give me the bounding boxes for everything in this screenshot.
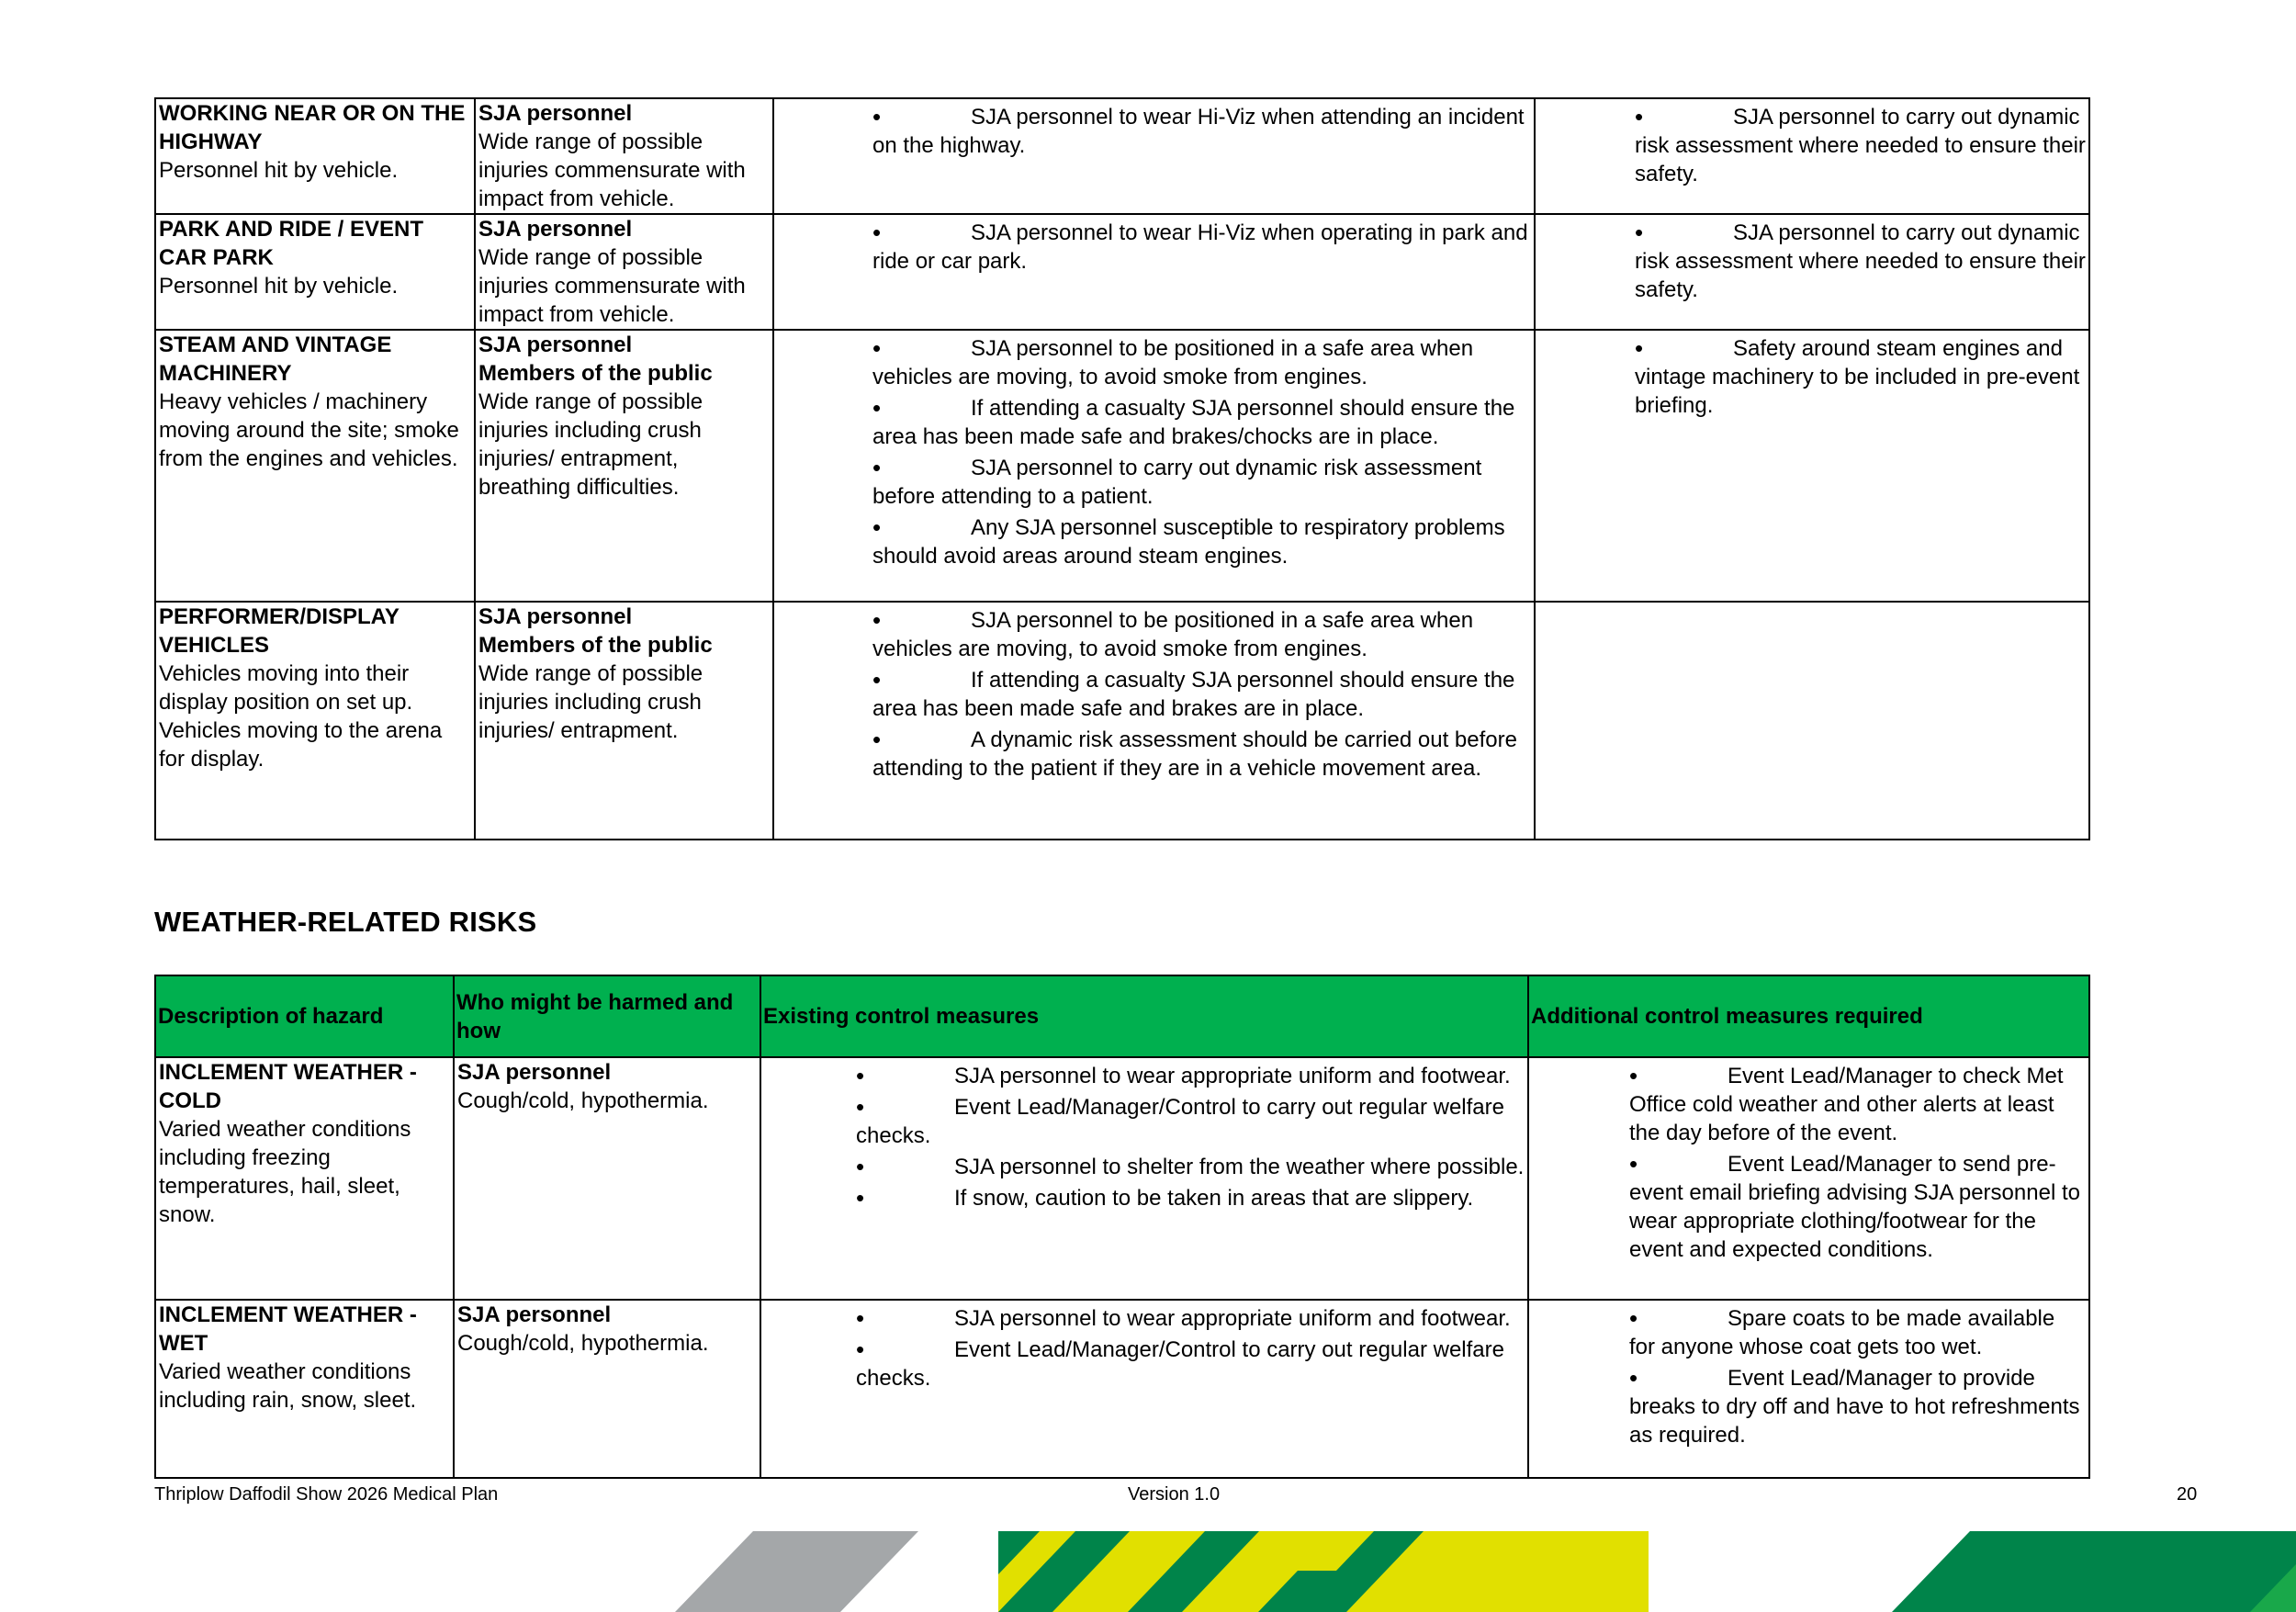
column-header: Additional control measures required: [1528, 975, 2089, 1057]
who-harmed: Members of the public: [478, 633, 713, 658]
list-item: • If attending a casualty SJA personnel should ensure the area has been made safe and brakes are in place.: [872, 666, 1531, 723]
existing-measures-cell: [773, 214, 1535, 330]
list-item: • SJA personnel to wear Hi-Viz when operating in park and ride or car park.: [872, 219, 1531, 276]
additional-measures-cell: [1535, 602, 2089, 840]
list-item: • Event Lead/Manager to check Met Office cold weather and other alerts at least the day before of the event.: [1629, 1062, 2086, 1147]
list-item: • Safety around steam engines and vintage machinery to be included in pre-event briefing.: [1635, 334, 2086, 420]
hazard-title: STEAM AND VINTAGE MACHINERY: [159, 333, 392, 386]
existing-measures-cell: [773, 602, 1535, 840]
hazard-cell: [155, 1057, 454, 1300]
column-header: Existing control measures: [760, 975, 1528, 1057]
banner-dark-green-stripe: [1892, 1531, 2296, 1612]
banner-striped-block: [998, 1531, 1649, 1612]
weather-risk-table: [154, 975, 2090, 1479]
hazard-title: INCLEMENT WEATHER - COLD: [159, 1060, 417, 1113]
existing-measures-cell: [773, 98, 1535, 214]
hazard-description: Personnel hit by vehicle.: [159, 274, 399, 299]
table-row: [155, 214, 2089, 330]
list-item: • Event Lead/Manager to send pre-event email briefing advising SJA personnel to wear appropriate clothing/footwear for the event and expected conditions.: [1629, 1150, 2086, 1264]
list-item: • Spare coats to be made available for anyone whose coat gets too wet.: [1629, 1304, 2086, 1361]
harm-description: Cough/cold, hypothermia.: [457, 1331, 709, 1356]
list-item: • Event Lead/Manager to provide breaks to dry off and have to hot refreshments as required.: [1629, 1364, 2086, 1449]
list-item: • SJA personnel to shelter from the weather where possible.: [856, 1153, 1525, 1181]
list-item: • Any SJA personnel susceptible to respiratory problems should avoid areas around steam engines.: [872, 513, 1531, 570]
who-cell: [475, 330, 773, 602]
list-item: • Event Lead/Manager/Control to carry out regular welfare checks.: [856, 1093, 1525, 1150]
additional-measures-cell: [1535, 330, 2089, 602]
existing-measures-cell: [760, 1300, 1528, 1478]
who-cell: [475, 98, 773, 214]
harm-description: Wide range of possible injuries including crush injuries/ entrapment.: [478, 661, 703, 743]
page-number: 20: [2177, 1484, 2198, 1505]
table-header-row: [155, 975, 2089, 1057]
who-harmed: SJA personnel: [478, 101, 633, 126]
hazard-cell: [155, 214, 475, 330]
table-row: [155, 1057, 2089, 1300]
hazard-description: Varied weather conditions including freezing temperatures, hail, sleet, snow.: [159, 1117, 411, 1227]
harm-description: Wide range of possible injuries commensurate with impact from vehicle.: [478, 130, 746, 211]
table-row: [155, 1300, 2089, 1478]
harm-description: Cough/cold, hypothermia.: [457, 1088, 709, 1113]
who-harmed: SJA personnel: [478, 604, 633, 629]
who-harmed: SJA personnel: [457, 1060, 612, 1085]
hazard-description: Vehicles moving into their display position on set up. Vehicles moving to the arena for display.: [159, 661, 443, 772]
banner-gray-stripe: [675, 1531, 918, 1612]
list-item: • SJA personnel to wear appropriate uniform and footwear.: [856, 1304, 1525, 1333]
list-item: • SJA personnel to carry out dynamic risk assessment where needed to ensure their safety.: [1635, 103, 2086, 188]
hazard-cell: [155, 1300, 454, 1478]
who-harmed: SJA personnel: [478, 333, 633, 357]
harm-description: Wide range of possible injuries including crush injuries/ entrapment, breathing difficulties.: [478, 389, 703, 500]
hazard-title: PARK AND RIDE / EVENT CAR PARK: [159, 217, 424, 270]
section-heading: WEATHER-RELATED RISKS: [154, 906, 537, 938]
table-row: [155, 330, 2089, 602]
additional-measures-cell: [1528, 1057, 2089, 1300]
footer-version: Version 1.0: [1128, 1484, 1221, 1505]
list-item: • SJA personnel to carry out dynamic risk assessment before attending to a patient.: [872, 454, 1531, 511]
who-cell: [475, 602, 773, 840]
hazard-title: WORKING NEAR OR ON THE HIGHWAY: [159, 101, 466, 154]
harm-description: Wide range of possible injuries commensurate with impact from vehicle.: [478, 245, 746, 327]
hazard-description: Heavy vehicles / machinery moving around the site; smoke from the engines and vehicles.: [159, 389, 459, 471]
hazard-title: PERFORMER/DISPLAY VEHICLES: [159, 604, 400, 658]
who-cell: [454, 1057, 760, 1300]
list-item: • If attending a casualty SJA personnel should ensure the area has been made safe and brakes/chocks are in place.: [872, 394, 1531, 451]
list-item: • A dynamic risk assessment should be carried out before attending to the patient if they are in a vehicle movement area.: [872, 726, 1531, 783]
who-cell: [454, 1300, 760, 1478]
existing-measures-cell: [773, 330, 1535, 602]
who-harmed: Members of the public: [478, 361, 713, 386]
who-cell: [475, 214, 773, 330]
list-item: • SJA personnel to wear Hi-Viz when attending an incident on the highway.: [872, 103, 1531, 160]
additional-measures-cell: [1535, 214, 2089, 330]
column-header: Who might be harmed and how: [454, 975, 760, 1057]
hazard-cell: [155, 98, 475, 214]
risk-table-continued: [154, 97, 2090, 840]
who-harmed: SJA personnel: [478, 217, 633, 242]
list-item: • If snow, caution to be taken in areas that are slippery.: [856, 1184, 1525, 1212]
who-harmed: SJA personnel: [457, 1302, 612, 1327]
additional-measures-cell: [1535, 98, 2089, 214]
hazard-cell: [155, 602, 475, 840]
table-row: [155, 98, 2089, 214]
list-item: • SJA personnel to be positioned in a safe area when vehicles are moving, to avoid smoke from engines.: [872, 334, 1531, 391]
list-item: • SJA personnel to wear appropriate uniform and footwear.: [856, 1062, 1525, 1090]
existing-measures-cell: [760, 1057, 1528, 1300]
list-item: • SJA personnel to be positioned in a safe area when vehicles are moving, to avoid smoke from engines.: [872, 606, 1531, 663]
hazard-cell: [155, 330, 475, 602]
list-item: • Event Lead/Manager/Control to carry out regular welfare checks.: [856, 1336, 1525, 1392]
hazard-description: Varied weather conditions including rain, snow, sleet.: [159, 1359, 417, 1413]
hazard-description: Personnel hit by vehicle.: [159, 158, 399, 183]
table-row: [155, 602, 2089, 840]
additional-measures-cell: [1528, 1300, 2089, 1478]
hazard-title: INCLEMENT WEATHER - WET: [159, 1302, 417, 1356]
decorative-banner: [0, 1531, 2296, 1612]
column-header: Description of hazard: [155, 975, 454, 1057]
footer-document-title: Thriplow Daffodil Show 2026 Medical Plan: [154, 1484, 499, 1505]
list-item: • SJA personnel to carry out dynamic risk assessment where needed to ensure their safety.: [1635, 219, 2086, 304]
